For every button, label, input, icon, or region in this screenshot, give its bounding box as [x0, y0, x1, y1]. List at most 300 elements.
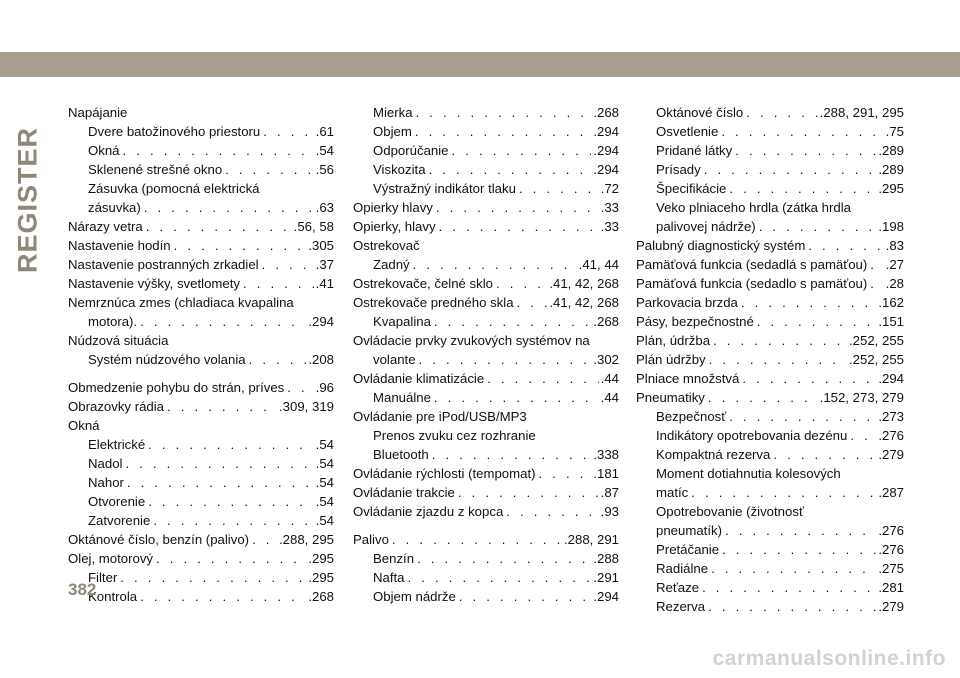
dot-leader	[120, 568, 306, 587]
dot-leader	[144, 198, 314, 217]
dot-leader	[722, 540, 876, 559]
entry-page-ref: .294	[593, 589, 619, 604]
entry-term: Pamäťová funkcia (sedadlá s pamäťou)	[636, 257, 868, 272]
index-entry	[636, 312, 904, 331]
dot-leader	[742, 369, 876, 388]
dot-leader	[725, 521, 876, 540]
index-entry	[68, 274, 334, 293]
index-entry	[68, 492, 334, 511]
entry-term: zásuvka)	[88, 200, 141, 215]
entry-page-ref: .41, 42, 268	[549, 295, 619, 310]
entry-term: Nadol	[88, 456, 123, 471]
index-entry	[636, 540, 904, 559]
index-entry	[353, 483, 619, 502]
dot-leader	[713, 331, 847, 350]
entry-page-ref: .294	[593, 162, 619, 177]
index-entry	[636, 179, 904, 198]
dot-leader	[432, 445, 592, 464]
entry-term: Napájanie	[68, 105, 128, 120]
entry-term: Manuálne	[373, 390, 431, 405]
index-entry	[636, 255, 904, 274]
entry-term: Plán, údržba	[636, 333, 711, 348]
index-entry	[636, 369, 904, 388]
index-entry	[636, 217, 904, 236]
entry-page-ref: .295	[308, 551, 334, 566]
dot-leader	[519, 179, 599, 198]
entry-term: Plniace množstvá	[636, 371, 740, 386]
dot-leader	[704, 160, 877, 179]
index-entry	[68, 141, 334, 160]
entry-term: Kompaktná rezerva	[656, 447, 771, 462]
index-entry	[353, 549, 619, 568]
entry-page-ref: .33	[600, 200, 619, 215]
index-entry	[68, 397, 334, 416]
index-entry	[68, 312, 334, 331]
index-entry	[68, 587, 334, 606]
entry-term: Nafta	[373, 570, 405, 585]
index-entry	[636, 160, 904, 179]
dot-leader	[153, 511, 313, 530]
entry-term: Okná	[88, 143, 120, 158]
entry-term: Ostrekovač	[353, 238, 420, 253]
dot-leader	[746, 103, 817, 122]
entry-page-ref: .294	[593, 143, 619, 158]
entry-page-ref: .54	[315, 475, 334, 490]
entry-term: Ovládanie klimatizácie	[353, 371, 485, 386]
index-entry	[353, 141, 619, 160]
index-entry	[636, 502, 904, 521]
entry-page-ref: .287	[878, 485, 904, 500]
dot-leader	[140, 312, 306, 331]
entry-term: Nastavenie hodín	[68, 238, 171, 253]
dot-leader	[156, 549, 306, 568]
entry-term: Oktánové číslo	[656, 105, 744, 120]
dot-leader	[458, 483, 599, 502]
entry-term: Opotrebovanie (životnosť	[656, 504, 804, 519]
index-entry	[353, 568, 619, 587]
dot-leader	[262, 255, 314, 274]
dot-leader	[287, 378, 313, 397]
entry-page-ref: .208	[308, 352, 334, 367]
index-entry	[636, 141, 904, 160]
entry-page-ref: .151	[878, 314, 904, 329]
entry-term: Výstražný indikátor tlaku	[373, 181, 516, 196]
dot-leader	[436, 198, 599, 217]
index-entry	[68, 416, 334, 435]
entry-term: Objem nádrže	[373, 589, 456, 604]
dot-leader	[146, 217, 292, 236]
entry-term: Ovládanie zjazdu z kopca	[353, 504, 504, 519]
dot-leader	[708, 597, 876, 616]
index-entry	[353, 236, 619, 255]
entry-page-ref: .54	[315, 143, 334, 158]
entry-page-ref: .288, 291	[564, 532, 619, 547]
entry-page-ref: .181	[593, 466, 619, 481]
dot-leader	[452, 141, 592, 160]
dot-leader	[702, 578, 876, 597]
entry-page-ref: .54	[315, 513, 334, 528]
entry-term: Nastavenie výšky, svetlomety	[68, 276, 240, 291]
entry-term: Veko plniaceho hrdla (zátka hrdla	[656, 200, 852, 215]
entry-page-ref: .198	[878, 219, 904, 234]
entry-page-ref: .152, 273, 279	[819, 390, 904, 405]
entry-page-ref: .61	[315, 124, 334, 139]
dot-leader	[850, 426, 876, 445]
index-entry	[353, 274, 619, 293]
dot-leader	[506, 502, 598, 521]
dot-leader	[408, 568, 592, 587]
entry-page-ref: .75	[885, 124, 904, 139]
index-entry	[68, 435, 334, 454]
dot-leader	[708, 388, 818, 407]
entry-page-ref: .289	[878, 162, 904, 177]
entry-page-ref: .93	[600, 504, 619, 519]
dot-leader	[127, 473, 314, 492]
entry-page-ref: .72	[600, 181, 619, 196]
dot-leader	[517, 293, 548, 312]
entry-page-ref: .96	[315, 380, 334, 395]
index-entry	[353, 350, 619, 369]
dot-leader	[539, 464, 592, 483]
entry-term: Viskozita	[373, 162, 426, 177]
entry-term: Bluetooth	[373, 447, 429, 462]
entry-term: Zatvorenie	[88, 513, 151, 528]
index-entry	[636, 426, 904, 445]
entry-page-ref: .305	[308, 238, 334, 253]
dot-leader	[140, 587, 306, 606]
entry-term: Zásuvka (pomocná elektrická	[88, 181, 260, 196]
index-entry	[353, 293, 619, 312]
entry-page-ref: .295	[308, 570, 334, 585]
entry-term: Obmedzenie pohybu do strán, príves	[68, 380, 285, 395]
entry-term: Palivo	[353, 532, 389, 547]
index-entry	[636, 274, 904, 293]
entry-page-ref: .281	[878, 580, 904, 595]
entry-page-ref: .276	[878, 428, 904, 443]
entry-term: pneumatík)	[656, 523, 722, 538]
dot-leader	[243, 274, 314, 293]
entry-term: Dvere batožinového priestoru	[88, 124, 261, 139]
index-entry	[353, 388, 619, 407]
index-entry	[636, 293, 904, 312]
dot-leader	[392, 530, 562, 549]
entry-term: Pamäťová funkcia (sedadlo s pamäťou)	[636, 276, 868, 291]
index-entry	[353, 407, 619, 426]
index-entry	[353, 198, 619, 217]
dot-leader	[709, 350, 847, 369]
index-entry	[636, 597, 904, 616]
entry-term: Ostrekovače, čelné sklo	[353, 276, 493, 291]
index-entry	[636, 350, 904, 369]
index-entry	[353, 255, 619, 274]
dot-leader	[413, 255, 577, 274]
page-number: 382	[68, 580, 97, 599]
entry-term: Kvapalina	[373, 314, 431, 329]
dot-leader	[808, 236, 883, 255]
index-entry	[353, 530, 619, 549]
dot-leader	[735, 141, 876, 160]
entry-page-ref: .302	[593, 352, 619, 367]
entry-page-ref: .56, 58	[293, 219, 334, 234]
index-entry	[636, 122, 904, 141]
dot-leader	[417, 549, 591, 568]
section-label: REGISTER	[12, 126, 43, 274]
entry-term: Kontrola	[88, 589, 138, 604]
entry-page-ref: .294	[308, 314, 334, 329]
dot-leader	[711, 559, 876, 578]
dot-leader	[487, 369, 598, 388]
index-column-1	[68, 103, 334, 606]
entry-page-ref: .279	[878, 447, 904, 462]
entry-page-ref: .27	[885, 257, 904, 272]
entry-term: Elektrické	[88, 437, 146, 452]
entry-page-ref: .276	[878, 542, 904, 557]
entry-term: Parkovacia brzda	[636, 295, 738, 310]
entry-term: Pásy, bezpečnostné	[636, 314, 754, 329]
entry-page-ref: .252, 255	[849, 333, 904, 348]
index-entry	[68, 549, 334, 568]
entry-page-ref: .294	[878, 371, 904, 386]
entry-page-ref: .87	[600, 485, 619, 500]
header-band	[0, 52, 960, 77]
index-entry	[68, 255, 334, 274]
index-entry	[636, 198, 904, 217]
dot-leader	[252, 530, 277, 549]
entry-term: Radiálne	[656, 561, 709, 576]
entry-term: Moment dotiahnutia kolesových	[656, 466, 841, 481]
entry-page-ref: .289	[878, 143, 904, 158]
entry-term: Pretáčanie	[656, 542, 720, 557]
entry-page-ref: .295	[878, 181, 904, 196]
index-column-3	[636, 103, 904, 616]
entry-term: Plán údržby	[636, 352, 706, 367]
entry-term: matíc	[656, 485, 689, 500]
index-entry	[68, 568, 334, 587]
entry-page-ref: .338	[593, 447, 619, 462]
entry-term: Systém núdzového volania	[88, 352, 246, 367]
index-entry	[353, 122, 619, 141]
entry-page-ref: .275	[878, 561, 904, 576]
entry-page-ref: .28	[885, 276, 904, 291]
entry-term: Olej, motorový	[68, 551, 154, 566]
dot-leader	[225, 160, 313, 179]
entry-page-ref: .83	[885, 238, 904, 253]
entry-term: Nahor	[88, 475, 124, 490]
entry-page-ref: .309, 319	[279, 399, 334, 414]
index-entry	[353, 103, 619, 122]
entry-term: Ovládacie prvky zvukových systémov na	[353, 333, 590, 348]
entry-term: Ovládanie pre iPod/USB/MP3	[353, 409, 527, 424]
entry-page-ref: .268	[593, 105, 619, 120]
dot-leader	[125, 454, 313, 473]
index-entry	[68, 217, 334, 236]
entry-term: Nemrznúca zmes (chladiaca kvapalina	[68, 295, 294, 310]
index-entry	[636, 388, 904, 407]
index-entry	[636, 236, 904, 255]
entry-page-ref: .294	[593, 124, 619, 139]
watermark: carmanualsonline.info	[712, 647, 946, 670]
entry-term: palivovej nádrže)	[656, 219, 756, 234]
entry-term: Nastavenie postranných zrkadiel	[68, 257, 259, 272]
index-entry	[636, 521, 904, 540]
index-entry	[68, 378, 334, 397]
entry-term: Sklenené strešné okno	[88, 162, 223, 177]
index-entry	[68, 511, 334, 530]
index-entry	[353, 160, 619, 179]
index-entry	[68, 454, 334, 473]
dot-leader	[691, 483, 876, 502]
index-entry	[68, 530, 334, 549]
entry-page-ref: .37	[315, 257, 334, 272]
dot-leader	[459, 587, 592, 606]
entry-term: Špecifikácie	[656, 181, 727, 196]
entry-page-ref: .279	[878, 599, 904, 614]
index-entry	[68, 236, 334, 255]
index-entry	[68, 122, 334, 141]
entry-page-ref: .276	[878, 523, 904, 538]
index-entry	[353, 369, 619, 388]
entry-term: Zadný	[373, 257, 410, 272]
entry-page-ref: .288, 295	[279, 532, 334, 547]
index-entry	[68, 160, 334, 179]
index-entry	[353, 445, 619, 464]
entry-term: Indikátory opotrebovania dezénu	[656, 428, 848, 443]
index-entry	[68, 179, 334, 198]
index-entry	[636, 483, 904, 502]
entry-term: Otvorenie	[88, 494, 146, 509]
entry-page-ref: .252, 255	[849, 352, 904, 367]
entry-page-ref: .41, 42, 268	[549, 276, 619, 291]
index-entry	[353, 312, 619, 331]
entry-page-ref: .56	[315, 162, 334, 177]
index-column-2	[353, 103, 619, 606]
dot-leader	[870, 274, 883, 293]
entry-term: Núdzová situácia	[68, 333, 169, 348]
index-entry	[68, 293, 334, 312]
index-entry	[636, 578, 904, 597]
entry-term: Reťaze	[656, 580, 700, 595]
entry-term: motora).	[88, 314, 138, 329]
index-entry	[68, 103, 334, 122]
dot-leader	[167, 397, 277, 416]
entry-term: Opierky hlavy	[353, 200, 433, 215]
entry-term: Bezpečnosť	[656, 409, 727, 424]
entry-page-ref: .288, 291, 295	[819, 105, 904, 120]
dot-leader	[870, 255, 883, 274]
dot-leader	[496, 274, 547, 293]
index-entry	[353, 587, 619, 606]
dot-leader	[174, 236, 307, 255]
entry-term: Prísady	[656, 162, 701, 177]
entry-page-ref: .44	[600, 371, 619, 386]
entry-term: Oktánové číslo, benzín (palivo)	[68, 532, 250, 547]
dot-leader	[416, 103, 592, 122]
index-entry	[636, 103, 904, 122]
entry-page-ref: .41, 44	[578, 257, 619, 272]
entry-term: Mierka	[373, 105, 413, 120]
index-entry	[353, 464, 619, 483]
entry-term: Ovládanie trakcie	[353, 485, 455, 500]
entry-page-ref: .54	[315, 456, 334, 471]
dot-leader	[249, 350, 307, 369]
entry-term: Okná	[68, 418, 100, 433]
entry-term: Osvetlenie	[656, 124, 719, 139]
entry-term: Odporúčanie	[373, 143, 449, 158]
entry-term: Opierky, hlavy	[353, 219, 436, 234]
index-entry	[636, 445, 904, 464]
entry-page-ref: .288	[593, 551, 619, 566]
entry-term: Ovládanie rýchlosti (tempomat)	[353, 466, 536, 481]
entry-term: Prenos zvuku cez rozhranie	[373, 428, 536, 443]
entry-page-ref: .268	[593, 314, 619, 329]
dot-leader	[773, 445, 876, 464]
dot-leader	[419, 350, 592, 369]
entry-page-ref: .54	[315, 494, 334, 509]
entry-page-ref: .273	[878, 409, 904, 424]
dot-leader	[434, 388, 599, 407]
entry-page-ref: .162	[878, 295, 904, 310]
entry-page-ref: .41	[315, 276, 334, 291]
index-entry	[353, 502, 619, 521]
entry-term: Nárazy vetra	[68, 219, 143, 234]
dot-leader	[263, 122, 313, 141]
entry-term: volante	[373, 352, 416, 367]
dot-leader	[415, 122, 591, 141]
entry-page-ref: .44	[600, 390, 619, 405]
entry-term: Palubný diagnostický systém	[636, 238, 806, 253]
entry-term: Obrazovky rádia	[68, 399, 165, 414]
dot-leader	[439, 217, 599, 236]
entry-term: Objem	[373, 124, 412, 139]
dot-leader	[741, 293, 876, 312]
index-entry	[68, 198, 334, 217]
dot-leader	[148, 492, 313, 511]
entry-term: Filter	[88, 570, 118, 585]
dot-leader	[148, 435, 313, 454]
entry-page-ref: .33	[600, 219, 619, 234]
entry-term: Rezerva	[656, 599, 706, 614]
index-entry	[353, 217, 619, 236]
index-entry	[68, 331, 334, 350]
entry-term: Ostrekovače predného skla	[353, 295, 514, 310]
dot-leader	[721, 122, 883, 141]
index-entry	[636, 407, 904, 426]
entry-page-ref: .268	[308, 589, 334, 604]
entry-page-ref: .291	[593, 570, 619, 585]
entry-term: Pridané látky	[656, 143, 733, 158]
entry-page-ref: .54	[315, 437, 334, 452]
index-entry	[636, 331, 904, 350]
entry-term: Pneumatiky	[636, 390, 705, 405]
entry-page-ref: .63	[315, 200, 334, 215]
dot-leader	[123, 141, 314, 160]
dot-leader	[429, 160, 592, 179]
index-entry	[636, 559, 904, 578]
index-entry	[353, 179, 619, 198]
dot-leader	[729, 179, 876, 198]
dot-leader	[757, 312, 877, 331]
index-entry	[636, 464, 904, 483]
entry-term: Benzín	[373, 551, 415, 566]
dot-leader	[729, 407, 876, 426]
dot-leader	[434, 312, 591, 331]
index-entry	[353, 426, 619, 445]
dot-leader	[759, 217, 877, 236]
index-entry	[353, 331, 619, 350]
index-entry	[68, 350, 334, 369]
page-header	[0, 0, 960, 77]
index-entry	[68, 473, 334, 492]
